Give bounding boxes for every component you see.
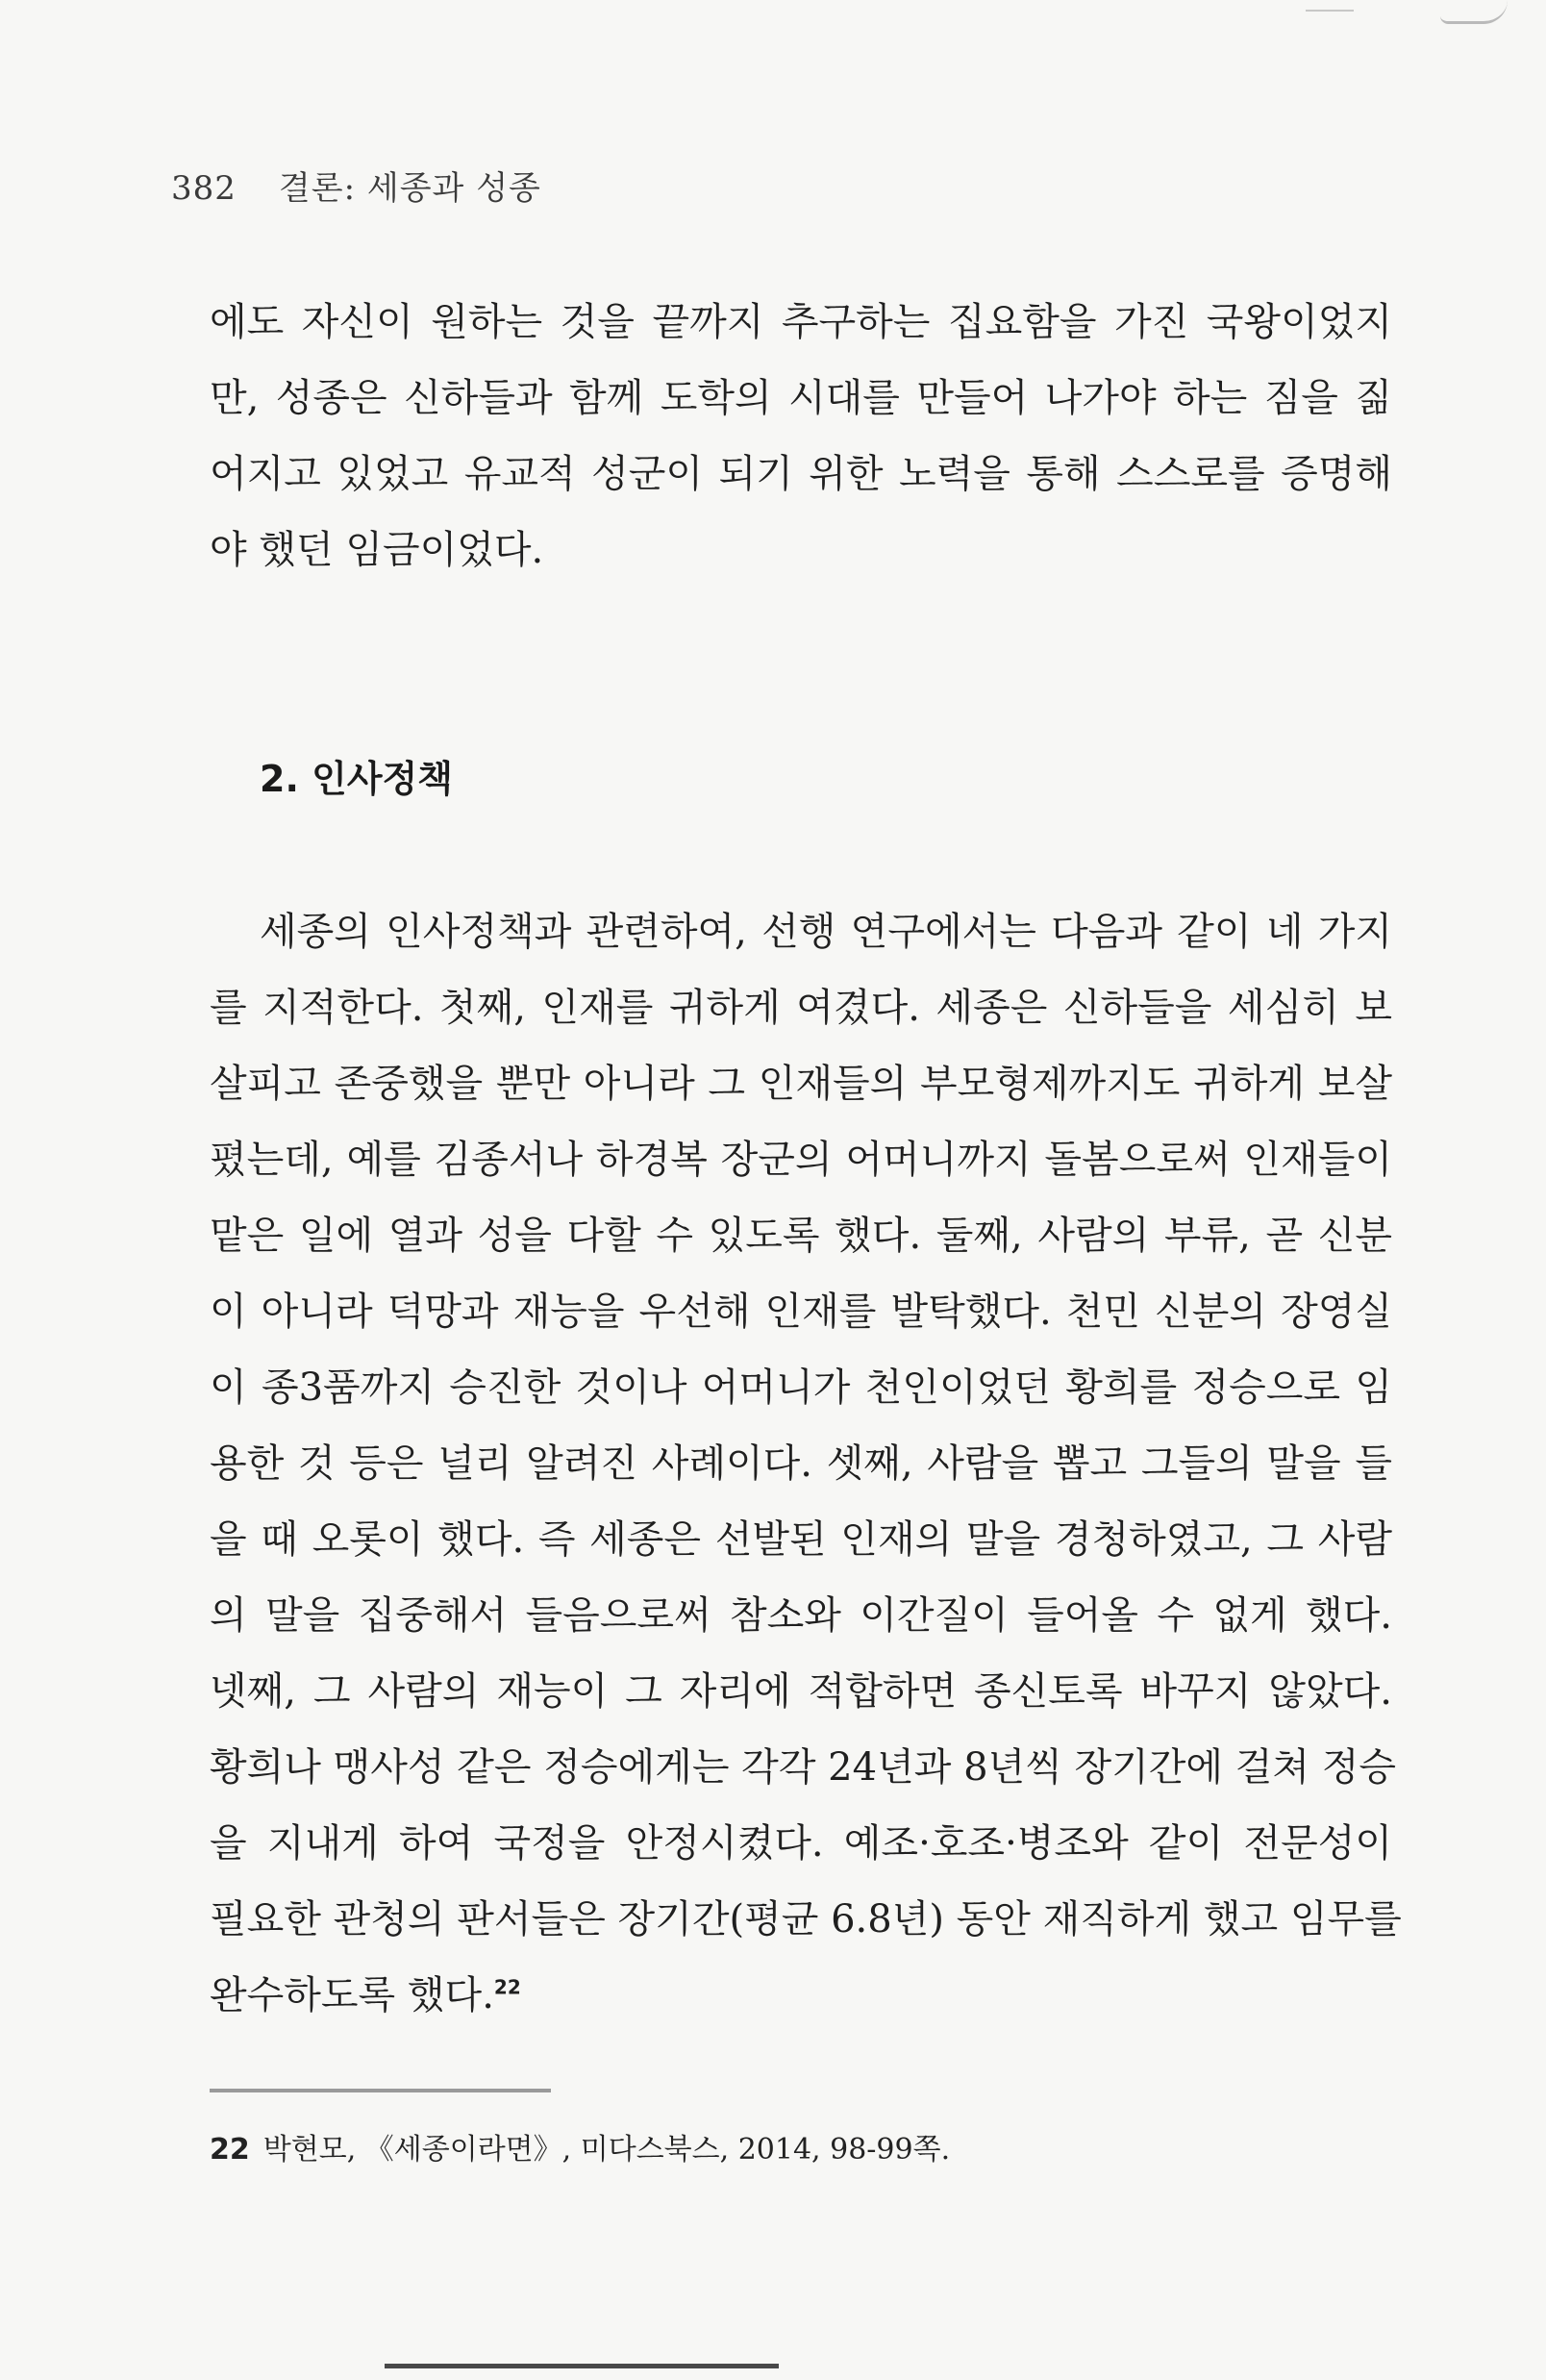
footnote-number: 22 [210, 2133, 250, 2167]
intro-paragraph [210, 285, 1392, 589]
text-line: 의 말을 집중해서 들음으로써 참소와 이간질이 들어올 수 없게 했다. [210, 1593, 1392, 1638]
page-bottom-edge [385, 2364, 779, 2368]
footnote-text: 박현모, 《세종이라면》, 미다스북스, 2014, 98-99쪽. [262, 2133, 951, 2167]
scan-smudge-mark [1440, 0, 1508, 24]
text-line: 어지고 있었고 유교적 성군이 되기 위한 노력을 통해 스스로를 증명해 [210, 452, 1392, 496]
text-line: 이 아니라 덕망과 재능을 우선해 인재를 발탁했다. 천민 신분의 장영실 [210, 1290, 1392, 1334]
text-line: 을 지내게 하여 국정을 안정시켰다. 예조·호조·병조와 같이 전문성이 [210, 1821, 1392, 1866]
footnote-reference[interactable]: 22 [493, 1975, 521, 1999]
page-number: 382 [171, 169, 237, 208]
text-line-last [210, 1958, 1392, 2034]
text-line: 완수하도록 했다. [210, 1973, 494, 2017]
text-line: 맡은 일에 열과 성을 다할 수 있도록 했다. 둘째, 사람의 부류, 곧 신분 [210, 1214, 1392, 1258]
scan-smudge-mark [1306, 0, 1354, 12]
footnote [210, 2125, 950, 2167]
section-heading: 2. 인사정책 [260, 758, 453, 800]
running-header [171, 162, 541, 209]
text-line: 에도 자신이 원하는 것을 끝까지 추구하는 집요함을 가진 국왕이었지 [210, 300, 1392, 344]
footnote-divider [210, 2089, 551, 2092]
body-paragraph [210, 894, 1402, 2034]
text-line: 넷째, 그 사람의 재능이 그 자리에 적합하면 종신토록 바꾸지 않았다. [210, 1669, 1392, 1714]
text-line: 필요한 관청의 판서들은 장기간(평균 6.8년) 동안 재직하게 했고 임무를 [210, 1897, 1402, 1942]
text-line: 만, 성종은 신하들과 함께 도학의 시대를 만들어 나가야 하는 짐을 짊 [210, 376, 1392, 420]
text-line: 세종의 인사정책과 관련하여, 선행 연구에서는 다음과 같이 네 가지 [260, 910, 1392, 954]
text-line: 을 때 오롯이 했다. 즉 세종은 선발된 인재의 말을 경청하였고, 그 사람 [210, 1517, 1392, 1562]
text-line: 야 했던 임금이었다. [210, 528, 544, 572]
text-line: 황희나 맹사성 같은 정승에게는 각각 24년과 8년씩 장기간에 걸쳐 정승 [210, 1745, 1397, 1790]
text-line: 폈는데, 예를 김종서나 하경복 장군의 어머니까지 돌봄으로써 인재들이 [210, 1138, 1392, 1182]
text-line: 살피고 존중했을 뿐만 아니라 그 인재들의 부모형제까지도 귀하게 보살 [210, 1062, 1392, 1106]
text-line: 이 종3품까지 승진한 것이나 어머니가 천인이었던 황희를 정승으로 임 [210, 1365, 1392, 1410]
text-line: 를 지적한다. 첫째, 인재를 귀하게 여겼다. 세종은 신하들을 세심히 보 [210, 986, 1392, 1030]
text-line: 용한 것 등은 널리 알려진 사례이다. 셋째, 사람을 뽑고 그들의 말을 들 [210, 1441, 1392, 1486]
running-title: 결론: 세종과 성종 [278, 169, 541, 208]
